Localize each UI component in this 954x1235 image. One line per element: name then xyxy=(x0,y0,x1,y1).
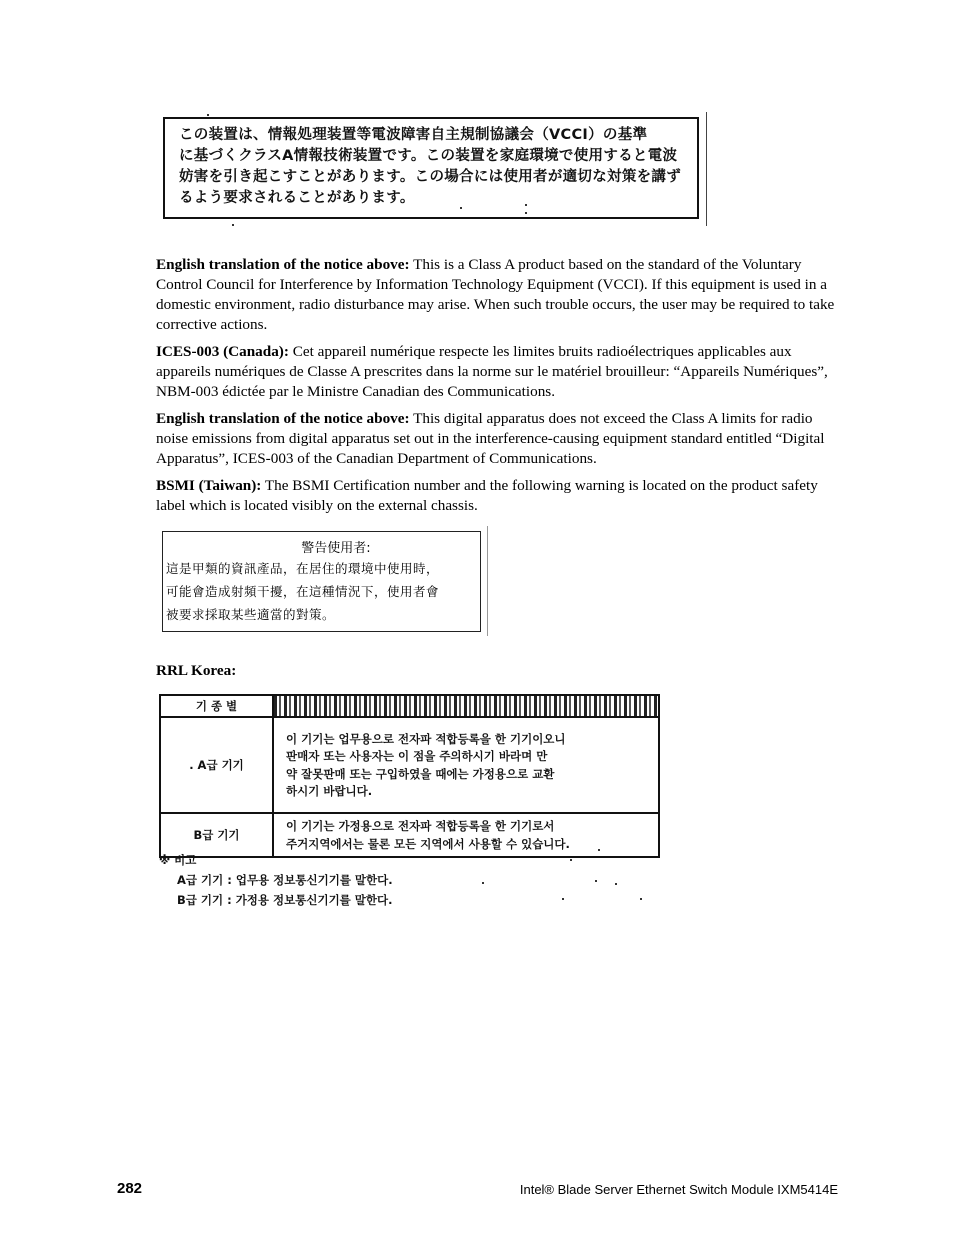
paragraph-label: English translation of the notice above: xyxy=(156,410,410,427)
rrl-class-a-text xyxy=(273,717,659,813)
scan-speck xyxy=(232,224,234,226)
rrl-line: 이 기기는 가정용으로 전자파 적합등록을 한 기기로서 xyxy=(286,819,555,833)
scan-speck xyxy=(460,207,462,209)
paragraph-text: This is a Class A product based on the standard of the Voluntary Control Council for Interference by Information Technology Equipment (VCCI). If this equipment is used in a domestic environment, radio disturbance may arise. When such trouble occurs, the user may be required to take corrective actions. xyxy=(156,256,835,333)
bsmi-title: 警告使用者: xyxy=(301,541,371,556)
table-row xyxy=(160,717,659,813)
ices-translation-paragraph xyxy=(156,409,846,469)
bsmi-line: 被要求採取某些適當的對策。 xyxy=(166,607,336,622)
rrl-header-label: 기 종 별 xyxy=(160,695,273,717)
scan-speck xyxy=(562,898,564,900)
rrl-line: 하시기 바랍니다. xyxy=(286,784,373,798)
rrl-header-noise xyxy=(273,695,659,717)
scan-edge xyxy=(487,526,488,636)
paragraph-text: Cet appareil numérique respecte les limites bruits radioélectriques applicables aux appareils numériques de Classe A prescrites dans la norme sur le matériel brouilleur: “Appareils Numériques”, NBM-003 édictée par le Ministre Canadian des Communications. xyxy=(156,343,828,400)
rrl-note-line: B급 기기 : 가정용 정보통신기기를 말한다. xyxy=(177,893,393,907)
rrl-class-a-label: . A급 기기 xyxy=(160,717,273,813)
bsmi-taiwan-paragraph xyxy=(156,476,846,516)
vcci-line: に基づくクラスA情報技術装置です。この装置を家庭環境で使用すると電波 xyxy=(179,148,678,164)
page-number: 282 xyxy=(117,1180,143,1197)
document-title: Intel® Blade Server Ethernet Switch Module IXM5414E xyxy=(519,1182,838,1197)
scan-edge xyxy=(706,112,707,226)
scan-speck xyxy=(207,114,209,116)
paragraph-label: English translation of the notice above: xyxy=(156,256,410,273)
vcci-notice-image xyxy=(163,117,699,219)
paragraph-text: This digital apparatus does not exceed the Class A limits for radio noise emissions from digital apparatus set out in the interference-causing equipment standard entitled “Digital Apparatus”, ICES-003 of the Canadian Department of Communications. xyxy=(156,410,825,467)
rrl-line: 약 잘못판매 또는 구입하였을 때에는 가정용으로 교환 xyxy=(286,766,555,781)
rrl-line: 판매자 또는 사용자는 이 점을 주의하시기 바라며 만 xyxy=(286,749,548,763)
rrl-line: 주거지역에서는 물론 모든 지역에서 사용할 수 있습니다. xyxy=(286,836,570,851)
rrl-line: 이 기기는 업무용으로 전자파 적합등록을 한 기기이오니 xyxy=(286,731,566,746)
scan-speck xyxy=(615,883,617,885)
rrl-notes xyxy=(159,850,393,910)
scan-speck xyxy=(598,849,600,851)
ices-canada-paragraph xyxy=(156,342,846,402)
bsmi-notice-image xyxy=(162,531,481,632)
vcci-line: 妨害を引き起こすことがあります。この場合には使用者が適切な対策を講ず xyxy=(179,169,682,185)
scan-speck xyxy=(525,212,527,214)
rrl-korea-table xyxy=(159,694,660,858)
bsmi-line: 這是甲類的資訊產品，在居住的環境中使用時， xyxy=(166,561,440,576)
scan-speck xyxy=(482,882,484,884)
rrl-note-line: A급 기기 : 업무용 정보통신기기를 말한다. xyxy=(177,873,393,887)
paragraph-label: ICES-003 (Canada): xyxy=(156,343,289,360)
rrl-korea-heading: RRL Korea: xyxy=(156,662,237,679)
bsmi-line: 可能會造成射頻干擾，在這種情況下，使用者會 xyxy=(166,584,440,599)
rrl-note-title: ※ 비고 xyxy=(159,853,197,867)
paragraph-text: The BSMI Certification number and the following warning is located on the product safety label which is located visibly on the external chassis. xyxy=(156,477,818,514)
paragraph-label: BSMI (Taiwan): xyxy=(156,477,262,494)
scan-speck xyxy=(525,204,527,206)
vcci-line: るよう要求されることがあります。 xyxy=(179,190,415,206)
scan-speck xyxy=(595,880,597,882)
scan-speck xyxy=(640,898,642,900)
rrl-class-b-label: B급 기기 xyxy=(160,813,273,857)
scan-speck xyxy=(570,859,572,861)
vcci-line: この装置は、情報処理装置等電波障害自主規制協議会（VCCI）の基準 xyxy=(179,127,648,143)
vcci-translation-paragraph xyxy=(156,255,846,335)
